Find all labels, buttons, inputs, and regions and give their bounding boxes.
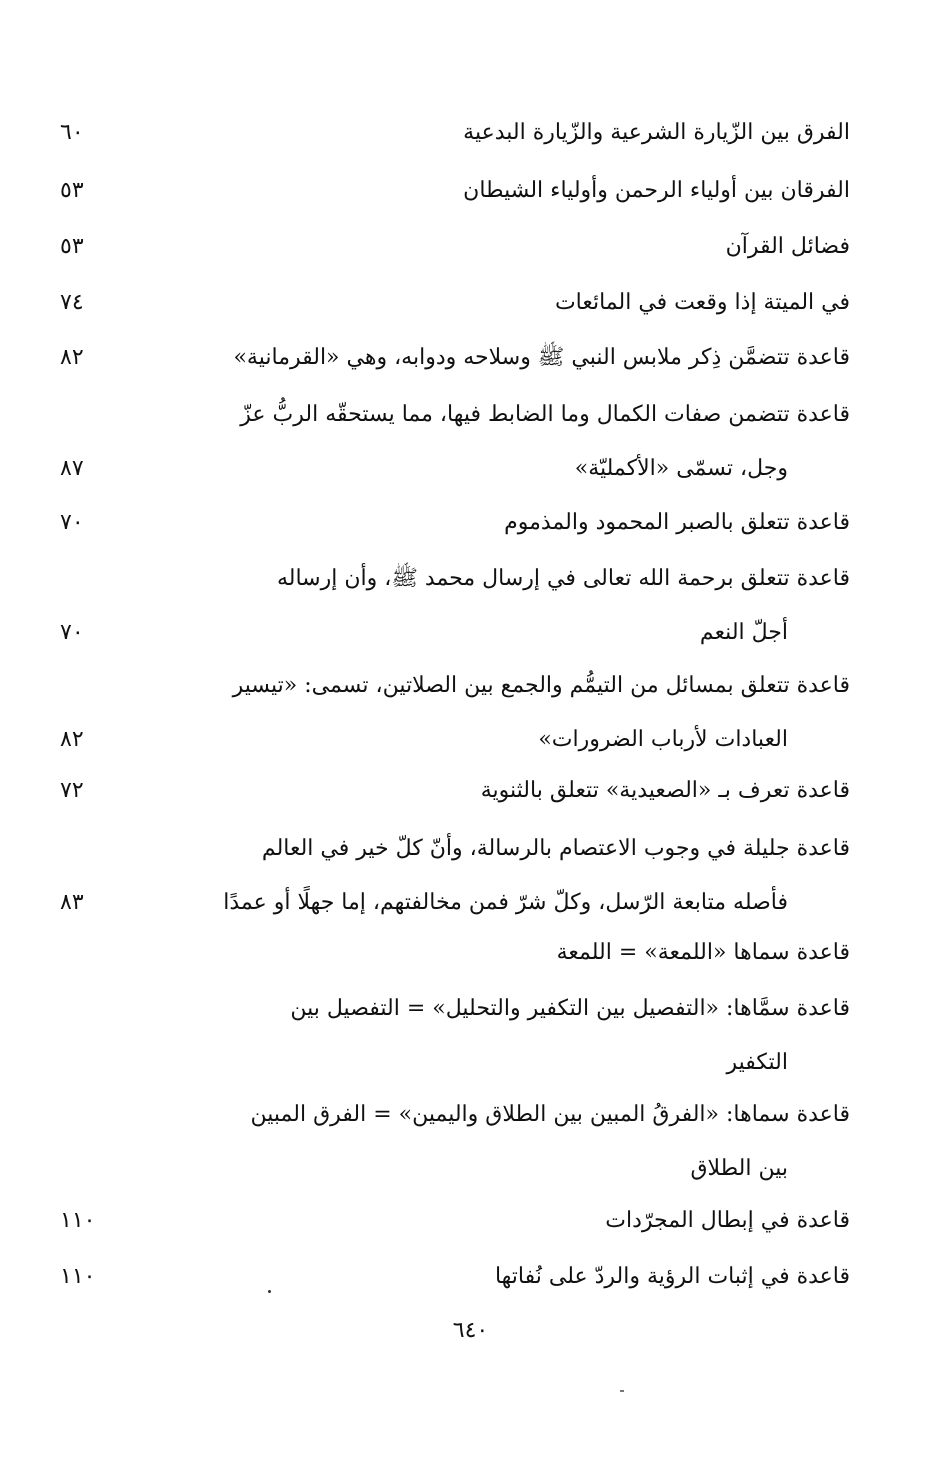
index-entry bbox=[60, 220, 850, 274]
entry-title-line: الفرق بين الزّيارة الشرعية والزّيارة البدعية bbox=[463, 120, 850, 145]
entry-page-number: ٦٠ bbox=[60, 120, 84, 145]
entry-title-line: بين الطلاق bbox=[690, 1156, 788, 1181]
entry-page-number: ٨٧ bbox=[60, 456, 84, 481]
speck-mark bbox=[620, 1390, 624, 1392]
index-entry bbox=[60, 552, 850, 660]
entry-page-number: ٧٠ bbox=[60, 510, 84, 535]
entry-page-number: ٥٣ bbox=[60, 234, 84, 259]
entry-page-number: ٨٢ bbox=[60, 345, 84, 370]
entry-title-line: قاعدة في إثبات الرؤية والردّ على نُفاتها bbox=[494, 1264, 850, 1289]
index-entry bbox=[60, 106, 850, 160]
entry-page-number: ٧٢ bbox=[60, 778, 84, 803]
entry-title-line: قاعدة تتعلق بالصبر المحمود والمذموم bbox=[504, 510, 850, 535]
index-entry bbox=[60, 764, 850, 818]
entry-page-number: ٨٣ bbox=[60, 890, 84, 915]
index-entry bbox=[60, 926, 850, 980]
entry-page-number: ١١٠ bbox=[60, 1264, 96, 1289]
entry-title-line: فأصله متابعة الرّسل، وكلّ شرّ فمن مخالفتهم، إما جهلًا أو عمدًا bbox=[223, 890, 788, 915]
index-entry bbox=[60, 496, 850, 550]
entry-page-number: ٨٢ bbox=[60, 727, 84, 752]
entry-title-line: أجلّ النعم bbox=[699, 620, 788, 645]
entry-title-line: قاعدة جليلة في وجوب الاعتصام بالرسالة، وأنّ كلّ خير في العالم bbox=[261, 836, 850, 861]
entry-title-line: الفرقان بين أولياء الرحمن وأولياء الشيطان bbox=[463, 178, 850, 203]
index-entry bbox=[60, 1250, 850, 1304]
speck-mark bbox=[268, 1290, 271, 1293]
index-entry bbox=[60, 1194, 850, 1248]
entry-title-line: وجل، تسمّى «الأكمليّة» bbox=[574, 456, 788, 481]
entry-title-line: فضائل القرآن bbox=[725, 234, 850, 259]
entry-page-number: ٧٠ bbox=[60, 620, 84, 645]
index-entry bbox=[60, 276, 850, 330]
page-number: ٦٤٠ bbox=[452, 1318, 489, 1343]
entry-title-line: العبادات لأرباب الضرورات» bbox=[538, 727, 788, 752]
entry-title-line: قاعدة سماها: «الفرقُ المبين بين الطلاق واليمين» = الفرق المبين bbox=[250, 1102, 850, 1127]
entry-title-line: قاعدة في إبطال المجرّدات bbox=[605, 1208, 850, 1233]
index-entry bbox=[60, 982, 850, 1090]
index-entry bbox=[60, 331, 850, 385]
entry-title-line: التكفير bbox=[726, 1050, 788, 1075]
entry-title-line: قاعدة تتضمن صفات الكمال وما الضابط فيها، مما يستحقّه الربُّ عزّ bbox=[240, 402, 850, 427]
entry-title-line: قاعدة سمَّاها: «التفصيل بين التكفير والتحليل» = التفصيل بين bbox=[290, 996, 850, 1021]
index-entry bbox=[60, 1088, 850, 1196]
index-entry bbox=[60, 164, 850, 218]
entry-title-line: قاعدة تتضمَّن ذِكر ملابس النبي ﷺ وسلاحه ودوابه، وهي «القرمانية» bbox=[233, 345, 850, 370]
entry-title-line: قاعدة سماها «اللمعة» = اللمعة bbox=[556, 940, 850, 965]
entry-title-line: قاعدة تتعلق بمسائل من التيمُّم والجمع بين الصلاتين، تسمى: «تيسير bbox=[232, 673, 850, 698]
index-entry bbox=[60, 388, 850, 496]
index-entry bbox=[60, 659, 850, 767]
entry-title-line: قاعدة تتعلق برحمة الله تعالى في إرسال محمد ﷺ، وأن إرساله bbox=[276, 566, 850, 591]
entry-page-number: ٧٤ bbox=[60, 290, 84, 315]
entry-page-number: ٥٣ bbox=[60, 178, 84, 203]
index-entry bbox=[60, 822, 850, 930]
entry-title-line: في الميتة إذا وقعت في المائعات bbox=[554, 290, 850, 315]
entry-page-number: ١١٠ bbox=[60, 1208, 96, 1233]
entry-title-line: قاعدة تعرف بـ «الصعيدية» تتعلق بالثنوية bbox=[480, 778, 850, 803]
